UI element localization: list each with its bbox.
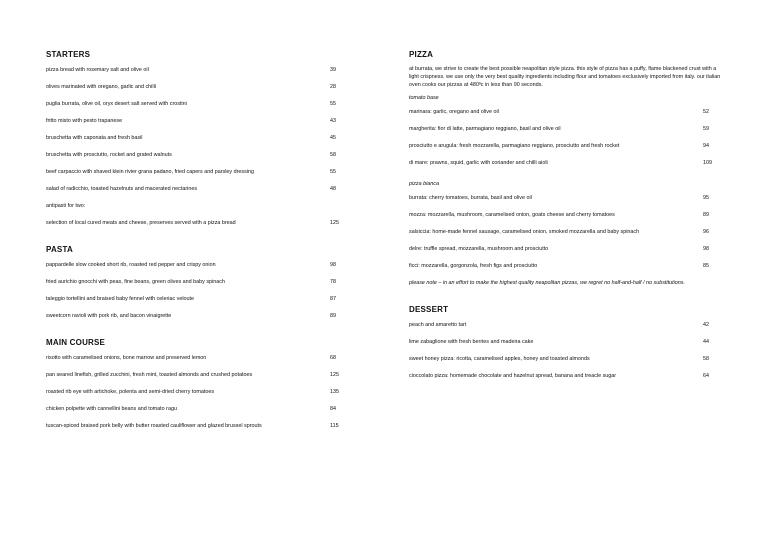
item-price: 125 [330,372,339,378]
pasta-title: PASTA [46,245,73,254]
menu-item [409,195,727,202]
left-column [46,50,346,440]
item-name: sweet honey pizza: ricotta, caramelised apples, honey and toasted almonds [409,356,590,362]
item-name: margherita: fior di latte, parmagiano reggiano, basil and olive oil [409,126,561,132]
item-price: 52 [703,109,709,115]
item-name: fried aurichio gnocchi with peas, fine beans, green olives and baby spinach [46,279,225,285]
menu-item [409,160,727,167]
menu-item [46,406,346,413]
menu-item [46,296,346,303]
menu-item [46,152,346,159]
item-price: 64 [703,373,709,379]
item-price: 44 [703,339,709,345]
antipasti-label: antipasti for two: [46,203,86,209]
item-name: cioccolato pizza: homemade chocolate and hazelnut spread, banana and treacle sugar [409,373,617,379]
menu-item [409,212,727,219]
item-name: mozza: mozzarella, mushroom, caramelised onion, goats cheese and cherry tomatoes [409,212,615,218]
item-name: peach and amaretto tart [409,322,467,328]
menu-item [409,229,727,236]
menu-item [46,279,346,286]
pizza-intro: at burrata, we strive to create the best possible neapolitan style pizza. this style of pizza has a puffy, flame blackened crust with a light crispness. we use only the very best quality ingredients including flour and tomatoes exclusively imported from italy. our italian oven cooks our pizzas at 480ºc in less than 90 seconds. [409,66,721,88]
item-price: 94 [703,143,709,149]
item-name: chicken polpette with cannellini beans and tomato ragu [46,406,177,412]
item-price: 89 [703,212,709,218]
menu-item [409,143,727,150]
item-name: marinara: garlic, oregano and olive oil [409,109,499,115]
item-price: 43 [330,118,336,124]
item-price: 78 [330,279,336,285]
item-price: 55 [330,101,336,107]
item-name: salad of radicchio, toasted hazelnuts and macerated nectarines [46,186,198,192]
item-name: selection of local cured meats and cheese, preserves served with a pizza bread [46,220,236,226]
item-price: 85 [703,263,709,269]
menu-item [46,67,346,74]
menu-item [409,356,727,363]
menu-item [409,263,727,270]
item-price: 59 [703,126,709,132]
menu-item [46,262,346,269]
pizza-note: please note – in an effort to make the highest quality neapolitan pizzas, we regret no half-and-half / no substitutions. [409,280,685,286]
menu-item [46,313,346,320]
menu-item [46,372,346,379]
item-name: sweetcorn ravioli with pork rib, and bacon vinaigrette [46,313,172,319]
item-name: lime zabaglione with fresh berries and madeira cake [409,339,534,345]
item-name: tuscan-spiced braised pork belly with butter roasted cauliflower and glazed brussel sprouts [46,423,262,429]
right-column [409,50,727,390]
item-price: 109 [703,160,712,166]
menu-item [46,84,346,91]
item-price: 58 [330,152,336,158]
item-price: 135 [330,389,339,395]
item-name: pan seared linefish, grilled zucchini, fresh mint, toasted almonds and crushed potatoes [46,372,253,378]
item-price: 89 [330,313,336,319]
menu-item [46,355,346,362]
item-price: 98 [703,246,709,252]
item-name: salsiccia: home-made fennel sausage, caramelised onion, smoked mozzarella and baby spinach [409,229,640,235]
item-price: 95 [703,195,709,201]
starters-title: STARTERS [46,50,91,59]
menu-item [409,246,727,253]
item-price: 68 [330,355,336,361]
item-name: taleggio tortellini and braised baby fennel with celeriac veloute [46,296,195,302]
pizza-bianca-label: pizza bianca [409,181,439,187]
item-name: fritto misto with pesto trapanese [46,118,123,124]
item-name: ficci: mozzarella, gorgonzola, fresh figs and prosciutto [409,263,538,269]
menu-item [46,389,346,396]
menu-item [46,101,346,108]
item-price: 42 [703,322,709,328]
main-course-title: MAIN COURSE [46,338,106,347]
menu-item [409,109,727,116]
item-name: delre: truffle spread, mozzarella, mushroom and prosciutto [409,246,549,252]
item-name: bruschetta with prosciutto, rocket and grated walnuts [46,152,172,158]
dessert-title: DESSERT [409,305,449,314]
item-price: 84 [330,406,336,412]
menu-item [46,118,346,125]
menu-item [46,135,346,142]
item-name: olives marinated with oregano, garlic and chilli [46,84,156,90]
menu-item [409,373,727,380]
item-price: 96 [703,229,709,235]
item-price: 28 [330,84,336,90]
item-name: beef carpaccio with shaved klein rivier grana padano, fried capers and parsley dressing [46,169,254,175]
item-name: di mare: prawns, squid, garlic with coriander and chilli aioli [409,160,548,166]
menu-item [409,126,727,133]
item-name: risotto with caramelised onions, bone marrow and preserved lemon [46,355,207,361]
item-price: 48 [330,186,336,192]
item-price: 98 [330,262,336,268]
item-name: puglia burrata, olive oil, oryx desert salt served with crostini [46,101,187,107]
item-name: pizza bread with rosemary salt and olive oil [46,67,149,73]
menu-item [46,423,346,430]
menu-item [46,186,346,193]
item-price: 125 [330,220,339,226]
item-name: roasted rib eye with artichoke, polenta and semi-dried cherry tomatoes [46,389,215,395]
item-price: 87 [330,296,336,302]
item-price: 115 [330,423,339,429]
item-price: 45 [330,135,336,141]
menu-item [46,220,346,227]
menu-item [409,339,727,346]
item-price: 39 [330,67,336,73]
item-price: 55 [330,169,336,175]
tomato-base-label: tomato base [409,95,439,101]
item-price: 58 [703,356,709,362]
item-name: bruschetta with caponata and fresh basil [46,135,143,141]
menu-item [46,169,346,176]
item-name: prosciutto e arugula: fresh mozzarella, parmagiano reggiano, prosciutto and fresh rocket [409,143,620,149]
pizza-title: PIZZA [409,50,434,59]
item-name: pappardelle slow cooked short rib, roasted red pepper and crispy onion [46,262,216,268]
menu-item [409,322,727,329]
item-name: burrata: cherry tomatoes, burrata, basil and olive oil [409,195,532,201]
